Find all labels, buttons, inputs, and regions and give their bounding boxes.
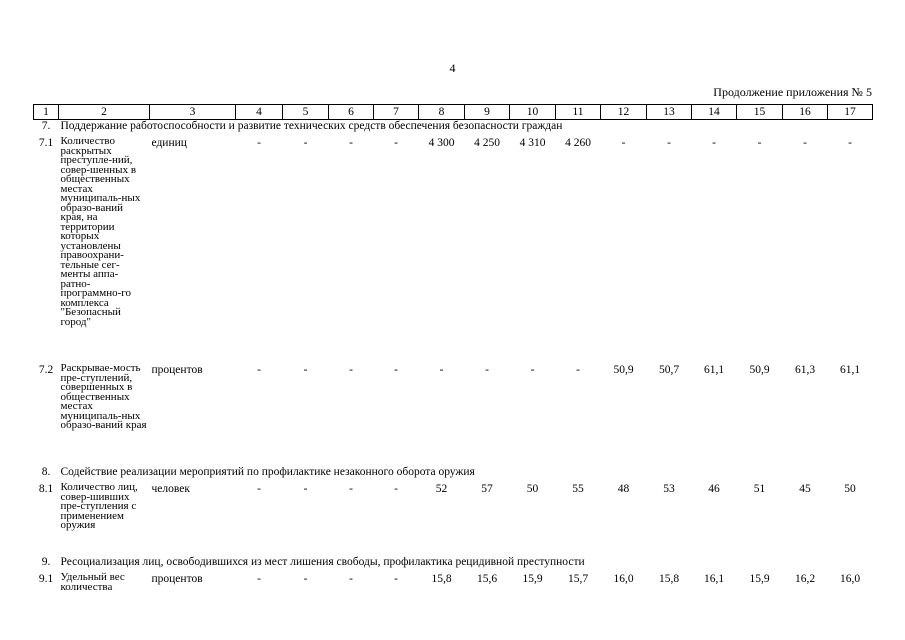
value-cell: 61,3 bbox=[794, 364, 816, 376]
column-header: 8 bbox=[419, 105, 465, 120]
table-row bbox=[34, 483, 873, 556]
value-cell: - bbox=[394, 573, 398, 585]
row-number: 7.2 bbox=[38, 364, 54, 376]
value-cell: 15,9 bbox=[522, 573, 543, 585]
value-cell: - bbox=[667, 137, 671, 149]
value-cell: 15,8 bbox=[658, 573, 680, 585]
value-cell: 4 300 bbox=[428, 137, 455, 149]
value-cell: 45 bbox=[799, 483, 811, 495]
indicators-table bbox=[33, 104, 873, 601]
value-cell: 15,6 bbox=[476, 573, 498, 585]
value-cell: - bbox=[303, 137, 308, 149]
section-number: 8. bbox=[41, 466, 51, 478]
indicator-name: Количество раскрытых преступле-ний, совер-шенных в общественных местах муниципаль-ных образо-ваний края, на территории которых установлены правоохрани-тельные сег-менты аппа-ратно-программно-го комплекса "Безопасный город" bbox=[60, 135, 141, 328]
value-cell: 50 bbox=[844, 483, 856, 495]
column-header: 1 bbox=[34, 105, 59, 120]
row-number: 8.1 bbox=[38, 483, 54, 495]
value-cell: 16,0 bbox=[839, 573, 861, 585]
value-cell: 50 bbox=[526, 483, 539, 495]
value-cell: - bbox=[712, 137, 716, 149]
value-cell: - bbox=[349, 483, 353, 495]
value-cell: - bbox=[257, 573, 261, 585]
value-cell: - bbox=[621, 137, 626, 149]
value-cell: - bbox=[303, 364, 308, 376]
section-number: 9. bbox=[41, 556, 51, 568]
continuation-label: Продолжение приложения № 5 bbox=[713, 85, 872, 99]
value-cell: - bbox=[394, 364, 398, 376]
column-header: 11 bbox=[556, 105, 601, 120]
unit-cell: процентов bbox=[151, 364, 203, 376]
page-number: 4 bbox=[449, 61, 456, 75]
value-cell: - bbox=[303, 483, 308, 495]
value-cell: 53 bbox=[663, 483, 675, 495]
section-row-8 bbox=[34, 466, 873, 483]
value-cell: - bbox=[394, 137, 398, 149]
table-row bbox=[34, 573, 873, 601]
section-row-7 bbox=[34, 120, 873, 138]
indicator-name: Удельный вес количества bbox=[60, 571, 125, 593]
value-cell: - bbox=[349, 364, 353, 376]
column-header: 6 bbox=[329, 105, 374, 120]
value-cell: 15,9 bbox=[749, 573, 770, 585]
column-header: 10 bbox=[510, 105, 556, 120]
value-cell: 16,2 bbox=[794, 573, 816, 585]
value-cell: - bbox=[349, 573, 353, 585]
header-row bbox=[34, 105, 873, 120]
column-header: 7 bbox=[374, 105, 419, 120]
column-header: 16 bbox=[783, 105, 828, 120]
value-cell: 61,1 bbox=[839, 364, 861, 376]
value-cell: - bbox=[257, 483, 261, 495]
column-header: 2 bbox=[59, 105, 150, 120]
unit-cell: человек bbox=[151, 483, 190, 495]
column-header: 13 bbox=[647, 105, 692, 120]
value-cell: - bbox=[803, 137, 807, 149]
value-cell: 61,1 bbox=[703, 364, 725, 376]
value-cell: - bbox=[485, 364, 489, 376]
unit-cell: процентов bbox=[151, 573, 203, 585]
column-header: 17 bbox=[828, 105, 873, 120]
value-cell: 50,9 bbox=[613, 364, 634, 376]
table-row bbox=[34, 137, 873, 364]
section-title: Содействие реализации мероприятий по профилактике незаконного оборота оружия bbox=[60, 466, 475, 478]
value-cell: - bbox=[439, 364, 444, 376]
column-header: 9 bbox=[465, 105, 510, 120]
value-cell: 55 bbox=[572, 483, 584, 495]
row-number: 7.1 bbox=[38, 137, 54, 149]
column-header: 14 bbox=[692, 105, 737, 120]
value-cell: 15,7 bbox=[567, 573, 589, 585]
section-number: 7. bbox=[41, 120, 51, 132]
column-header: 5 bbox=[283, 105, 329, 120]
value-cell: - bbox=[530, 364, 535, 376]
value-cell: 51 bbox=[753, 483, 766, 495]
indicator-name: Количество лиц, совер-шивших пре-ступления с применением оружия bbox=[60, 481, 138, 531]
value-cell: 4 260 bbox=[565, 137, 591, 149]
value-cell: - bbox=[303, 573, 308, 585]
column-header: 12 bbox=[601, 105, 647, 120]
row-number: 9.1 bbox=[38, 573, 54, 585]
value-cell: 50,7 bbox=[658, 364, 680, 376]
section-title: Поддержание работоспособности и развитие технических средств обеспечения безопасности граждан bbox=[60, 120, 563, 132]
value-cell: - bbox=[848, 137, 852, 149]
section-row-9 bbox=[34, 556, 873, 573]
value-cell: 4 250 bbox=[474, 137, 500, 149]
value-cell: 52 bbox=[435, 483, 448, 495]
column-header: 4 bbox=[236, 105, 283, 120]
value-cell: - bbox=[394, 483, 398, 495]
value-cell: 16,1 bbox=[703, 573, 725, 585]
value-cell: 16,0 bbox=[613, 573, 634, 585]
indicator-name: Раскрывае-мость пре-ступлений, совершенных в общественных местах муниципаль-ных образо-ваний края bbox=[60, 362, 147, 431]
column-header: 15 bbox=[737, 105, 783, 120]
value-cell: 48 bbox=[617, 483, 630, 495]
value-cell: - bbox=[257, 137, 261, 149]
value-cell: - bbox=[349, 137, 353, 149]
section-title: Ресоциализация лиц, освободившихся из мест лишения свободы, профилактика рецидивной преступности bbox=[60, 556, 585, 568]
column-header: 3 bbox=[150, 105, 236, 120]
value-cell: 4 310 bbox=[519, 137, 546, 149]
value-cell: 57 bbox=[481, 483, 493, 495]
value-cell: - bbox=[576, 364, 580, 376]
unit-cell: единиц bbox=[151, 137, 187, 149]
value-cell: 50,9 bbox=[749, 364, 770, 376]
value-cell: - bbox=[757, 137, 762, 149]
value-cell: - bbox=[257, 364, 261, 376]
value-cell: 46 bbox=[708, 483, 720, 495]
table-row bbox=[34, 364, 873, 466]
value-cell: 15,8 bbox=[431, 573, 452, 585]
